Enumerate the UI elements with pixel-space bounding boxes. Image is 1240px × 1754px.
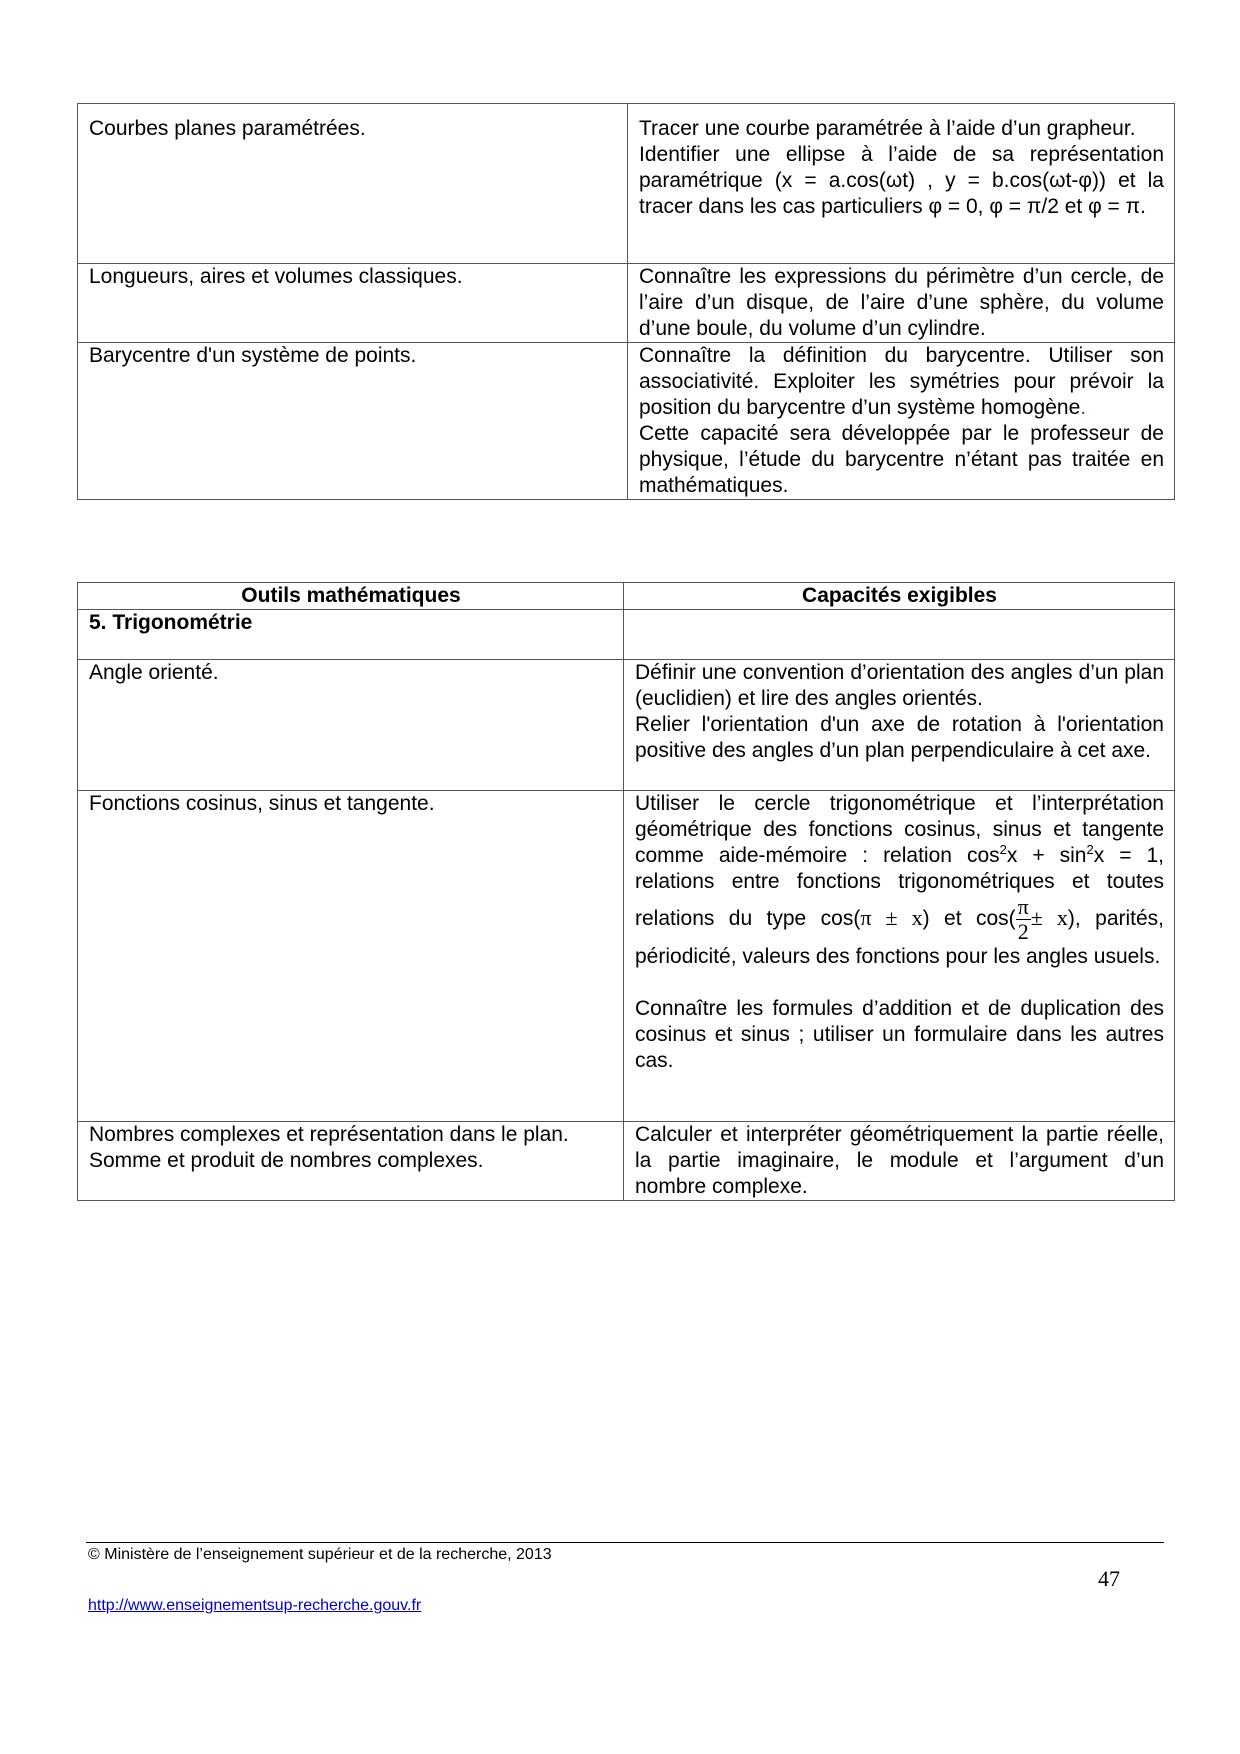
trigonometry-table	[77, 582, 1175, 1201]
exponent: 2	[999, 842, 1007, 857]
capacity-sentence: Connaître la définition du barycentre. Utiliser son associativité. Exploiter les symétries pour prévoir la position du barycentre d’un système homogène	[639, 344, 1164, 419]
table-row	[78, 104, 1175, 264]
table-row	[78, 791, 1175, 1122]
topic-text: Fonctions cosinus, sinus et tangente.	[89, 792, 435, 815]
capacity-text	[635, 791, 1164, 970]
capacity-text: Relier l'orientation d'un axe de rotation à l'orientation positive des angles d’un plan perpendiculaire à cet axe.	[635, 713, 1164, 762]
capacity-text: Définir une convention d’orientation des angles d’un plan (euclidien) et lire des angles orientés.	[635, 661, 1164, 710]
topic-text: Somme et produit de nombres complexes.	[89, 1149, 484, 1172]
capacity-cell	[628, 264, 1175, 343]
topic-text: Barycentre d'un système de points.	[89, 344, 417, 367]
capacity-text: Connaître les expressions du périmètre d’un cercle, de l’aire d’un disque, de l’aire d’une sphère, du volume d’une boule, du volume d’un cylindre.	[639, 265, 1164, 340]
exponent: 2	[1086, 842, 1094, 857]
topic-cell	[78, 104, 628, 264]
trailing-dot: .	[1080, 396, 1087, 419]
footer-copyright: © Ministère de l’enseignement supérieur et de la recherche, 2013	[88, 1546, 552, 1563]
topic-cell	[78, 791, 624, 1122]
math-expression: π ± x	[860, 905, 923, 931]
capacity-cell	[624, 1122, 1175, 1201]
footer-divider	[86, 1542, 1164, 1543]
table-row	[78, 343, 1175, 500]
capacity-cell	[628, 104, 1175, 264]
pi-over-two-fraction	[1016, 895, 1031, 944]
fraction-denominator: 2	[1017, 919, 1029, 944]
footer-link[interactable]: http://www.enseignementsup-recherche.gouv.fr	[88, 1597, 422, 1614]
topic-cell	[78, 264, 628, 343]
section-row	[78, 610, 1175, 660]
table-row	[78, 660, 1175, 791]
capacity-text: Cette capacité sera développée par le professeur de physique, l’étude du barycentre n’étant pas traitée en mathématiques.	[639, 422, 1164, 497]
topic-text: Angle orienté.	[89, 661, 219, 684]
topic-cell	[78, 343, 628, 500]
header-row	[78, 583, 1175, 610]
section-title: 5. Trigonométrie	[78, 610, 624, 660]
program-table-continued	[77, 103, 1175, 500]
table-row	[78, 1122, 1175, 1201]
topic-text: Longueurs, aires et volumes classiques.	[89, 265, 463, 288]
capacity-text	[639, 343, 1164, 421]
capacity-sentence: x + sin	[1006, 844, 1087, 867]
header-tools: Outils mathématiques	[78, 583, 624, 610]
capacity-cell	[624, 791, 1175, 1122]
capacity-sentence: ), parités, périodicité, valeurs des fonctions pour les angles usuels.	[635, 907, 1165, 968]
topic-text: Courbes planes paramétrées.	[89, 117, 366, 140]
capacity-text: Identifier une ellipse à l’aide de sa représentation paramétrique (x = a.cos(ωt) , y = b.cos(ωt-φ)) et la tracer dans les cas particuliers φ = 0, φ = π/2 et φ = π.	[639, 143, 1164, 218]
capacity-text: Tracer une courbe paramétrée à l’aide d’un grapheur.	[639, 117, 1136, 140]
capacity-text: Connaître les formules d’addition et de duplication des cosinus et sinus ; utiliser un formulaire dans les autres cas.	[635, 997, 1164, 1072]
page-number: 47	[1098, 1566, 1120, 1591]
empty-cell	[624, 610, 1175, 660]
fraction-numerator: π	[1017, 894, 1029, 919]
header-capacities: Capacités exigibles	[624, 583, 1175, 610]
topic-text: Nombres complexes et représentation dans le plan.	[89, 1123, 569, 1146]
capacity-text: Calculer et interpréter géométriquement la partie réelle, la partie imaginaire, le module et l’argument d’un nombre complexe.	[635, 1123, 1164, 1198]
topic-cell	[78, 1122, 624, 1201]
capacity-sentence: x = 1, relations entre fonctions trigonométriques et toutes relations du type cos(	[635, 844, 1165, 931]
capacity-cell	[624, 660, 1175, 791]
capacity-cell	[628, 343, 1175, 500]
math-expression: ± x	[1030, 905, 1068, 931]
capacity-sentence: ) et cos(	[922, 907, 1016, 931]
capacity-sentence: Utiliser le cercle trigonométrique et l’interprétation géométrique des fonctions cosinus, sinus et tangente comme aide-mémoire : relation cos	[635, 792, 1164, 867]
table-row	[78, 264, 1175, 343]
topic-cell	[78, 660, 624, 791]
